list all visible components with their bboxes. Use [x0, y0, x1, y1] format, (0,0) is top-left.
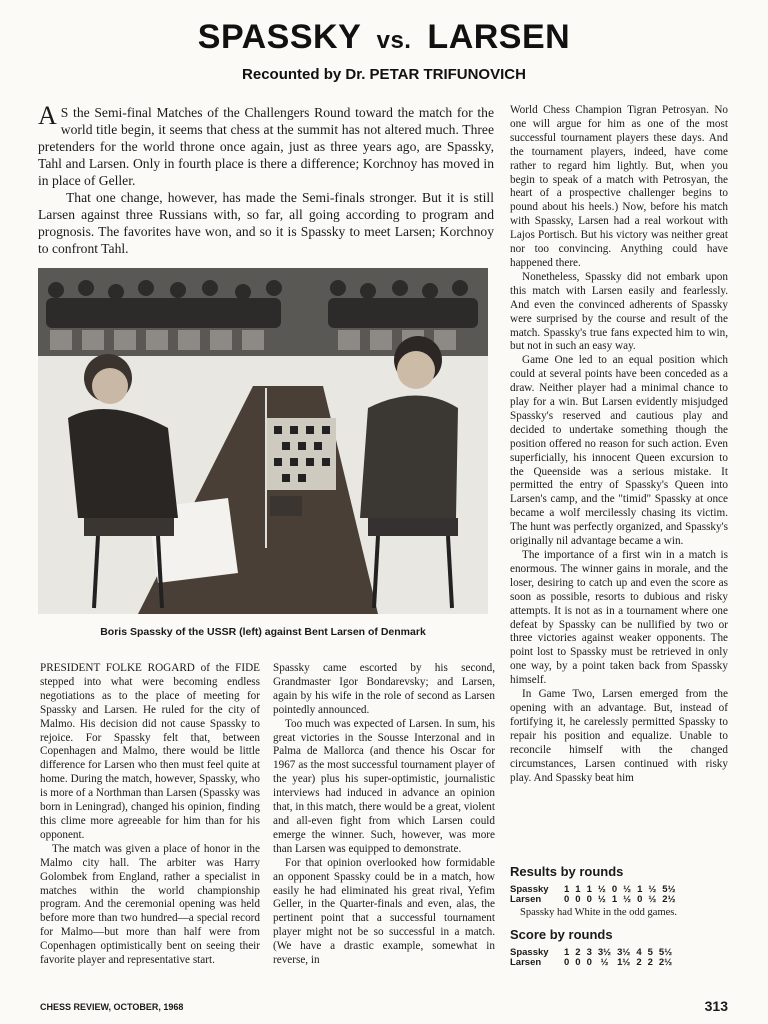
table-cell: ½	[597, 894, 606, 905]
match-photo	[38, 268, 488, 614]
score-title: Score by rounds	[510, 927, 613, 942]
player-name: Larsen	[510, 894, 542, 905]
col3-paragraph: World Chess Champion Tigran Petrosyan. No one will argue for him as one of the most successful tournament players these days. And the tournament players, indeed, have come rather to regard him lightly. But, when you begin to speak of a match with Petrosyan, the heart of a prospective challenger begins to pound about his heels.) Now, before his match with Spassky, Larsen had a real workout with Lajos Portisch. But his victory was neither great nor too convincing. Anything could have happened there.	[510, 104, 728, 269]
col2-paragraph: Spassky came escorted by his second, Grandmaster Igor Bondarevsky; and Larsen, again by his wife in the role of second as Larsen pointedly announced.	[273, 662, 495, 716]
drop-cap: A	[38, 101, 57, 130]
table-cell: 0	[586, 957, 592, 968]
table-cell: 1½	[617, 957, 631, 968]
table-cell: ½	[648, 894, 657, 905]
col1-paragraph: PRESIDENT FOLKE ROGARD of the FIDE stepped into what were becoming endless negotiations as to the place of meeting for Spassky and Larsen. He ruled for the city of Malmo. His decision did not cause Spassky to rejoice. For Spassky felt that, between Copenhagen and Malmo, there would be little difference for Larsen who then must feel quite at home. During the match, however, Spassky, who is more of a Northman than Larsen (Spassky was born in Leningrad), changed his opinion, finding this clime more agreeable for him than for his opponent.	[40, 662, 260, 841]
table-cell: ½	[648, 884, 657, 895]
table-cell: 2	[636, 957, 642, 968]
col3-paragraph: In Game Two, Larsen emerged from the opening with an advantage. But, instead of fortifying it, he carelessly permitted Spassky to repair his position and equalize. Unable to reconcile himself with the changed circumstances, Larsen continued with risky play. And Spassky beat him	[510, 688, 728, 784]
table-cell: 0	[564, 957, 570, 968]
col2-paragraph: Too much was expected of Larsen. In sum, his great victories in the Sousse Interzonal and in Palma de Mallorca (and thence his Oscar for 1967 as the most successful tournament player of the year) plus his super-optimistic, journalistic interviews had induced in advance an opinion that, in this match, there would be a great, violent and all-even fight from which Larsen could emerge the winner. Such, however, was more than Larsen was equipped to demonstrate.	[273, 717, 495, 855]
results-table	[510, 885, 679, 905]
table-cell: ½	[623, 884, 632, 895]
table-cell: 2½	[658, 957, 673, 968]
table-cell: 0	[575, 957, 581, 968]
column-3	[510, 104, 728, 785]
table-cell: 2	[647, 957, 653, 968]
table-cell: 3	[586, 947, 592, 958]
score-table	[510, 948, 675, 968]
table-cell: 1	[637, 884, 643, 895]
table-cell: 5½	[658, 947, 673, 958]
table-cell: 3½	[597, 947, 612, 958]
intro-paragraph-2: That one change, however, has made the Semi-finals stronger. But it is still Larsen against three Russians with, so far, all going according to program and prognosis. The favorites have won, and so it is Spassky to meet Larsen; Korchnoy to confront Tahl.	[38, 190, 494, 256]
intro-text-1: S the Semi-final Matches of the Challengers Round toward the match for the world title begin, it seems that chess at the summit has not altered much. Three pretenders for the world throne once again, just as three years ago, are Spassky, Tahl and Larsen. Only in fourth place is there a difference; Korchnoy has moved in in place of Geller.	[38, 105, 494, 188]
player-name: Spassky	[510, 947, 549, 958]
table-cell: ½	[597, 884, 606, 895]
table-cell: 2½	[662, 894, 676, 905]
table-cell: 3½	[617, 947, 631, 958]
article-title	[0, 18, 768, 57]
intro-section	[38, 101, 494, 257]
col3-paragraph: Nonetheless, Spassky did not embark upon this match with Larsen easily and fearlessly. And even the convinced adherents of Spassky were surprised by the course and result of the match. Spassky's true fans expected him to win, but not in such an easy way.	[510, 270, 728, 353]
intro-paragraph-1	[38, 101, 494, 189]
title-vs: vs.	[376, 27, 412, 54]
table-cell: 1	[611, 894, 618, 905]
table-row	[510, 895, 679, 905]
table-cell: 5	[647, 947, 653, 958]
publication-footer: CHESS REVIEW, OCTOBER, 1968	[40, 1002, 184, 1012]
results-title: Results by rounds	[510, 864, 624, 879]
column-1	[40, 662, 260, 968]
col3-paragraph: Game One led to an equal position which could at several points have been conceded as a draw. Neither player had a minimal chance to play for a win. But Larsen evidently misjudged Spassky's reserved and cautious play and decided to undertake something though the position offered no reason for such action. Even superficially, his innocent Queen excursion to the Queenside was a serious mistake. It permitted the entry of Spassky's Queen into Larsen's camp, and the "timid" Spassky at once became a wolf mercilessly chasing its victim. The hunt was perfectly organized, and Spassky's originally nil advantage became a win.	[510, 354, 728, 548]
page-number: 313	[704, 998, 728, 1014]
table-cell: 0	[586, 894, 592, 905]
table-cell: 0	[611, 884, 618, 895]
col1-paragraph: The match was given a place of honor in the Malmo city hall. The arbiter was Harry Golombek from England, rather a specialist in matches within the world championship program. And the ceremonial opening was held before more than two hundred—a special record for Malmo—but more than half were from Copenhagen optimistically bent on seeing their favorite player and representative start.	[40, 842, 260, 967]
col2-paragraph: For that opinion overlooked how formidable an opponent Spassky could be in a match, how easily he had eliminated his great rival, Yefim Geller, in the Quarter-finals and even, alas, the pertinent point that a successful tournament player might not be so successful in a match. (We have a drastic example, somewhat in reverse, in	[273, 856, 495, 967]
table-cell: 0	[575, 894, 581, 905]
table-cell: 0	[637, 894, 643, 905]
title-left: SPASSKY	[197, 18, 361, 56]
match-photo-illustration	[38, 268, 488, 614]
table-cell: 4	[636, 947, 642, 958]
table-row	[510, 958, 675, 968]
table-cell: 1	[575, 884, 581, 895]
table-cell: 1	[564, 947, 570, 958]
photo-caption: Boris Spassky of the USSR (left) against Bent Larsen of Denmark	[100, 626, 426, 638]
column-2	[273, 662, 495, 968]
col3-paragraph: The importance of a first win in a match is enormous. The winner gains in morale, and the loser, desiring to catch up and even the score as soon as possible, resorts to dubious and risky attempts. It is not as in a tournament where one defeat by Spassky can be nullified by two or three victories against weaker opponents. The point lost to Spassky must be retrieved in only one way, by a point taken back from Spassky himself.	[510, 549, 728, 687]
byline: Recounted by Dr. PETAR TRIFUNOVICH	[242, 66, 526, 83]
table-cell: 0	[564, 894, 570, 905]
table-cell: ½	[623, 894, 632, 905]
results-note: Spassky had White in the odd games.	[520, 907, 677, 918]
table-cell: 1	[564, 884, 570, 895]
table-cell: ½	[600, 957, 609, 968]
table-cell: 1	[586, 884, 592, 895]
player-name: Larsen	[510, 957, 542, 968]
table-cell: 2	[575, 947, 581, 958]
title-right: LARSEN	[427, 18, 571, 56]
player-name: Spassky	[510, 884, 549, 895]
table-cell: 5½	[662, 884, 676, 895]
